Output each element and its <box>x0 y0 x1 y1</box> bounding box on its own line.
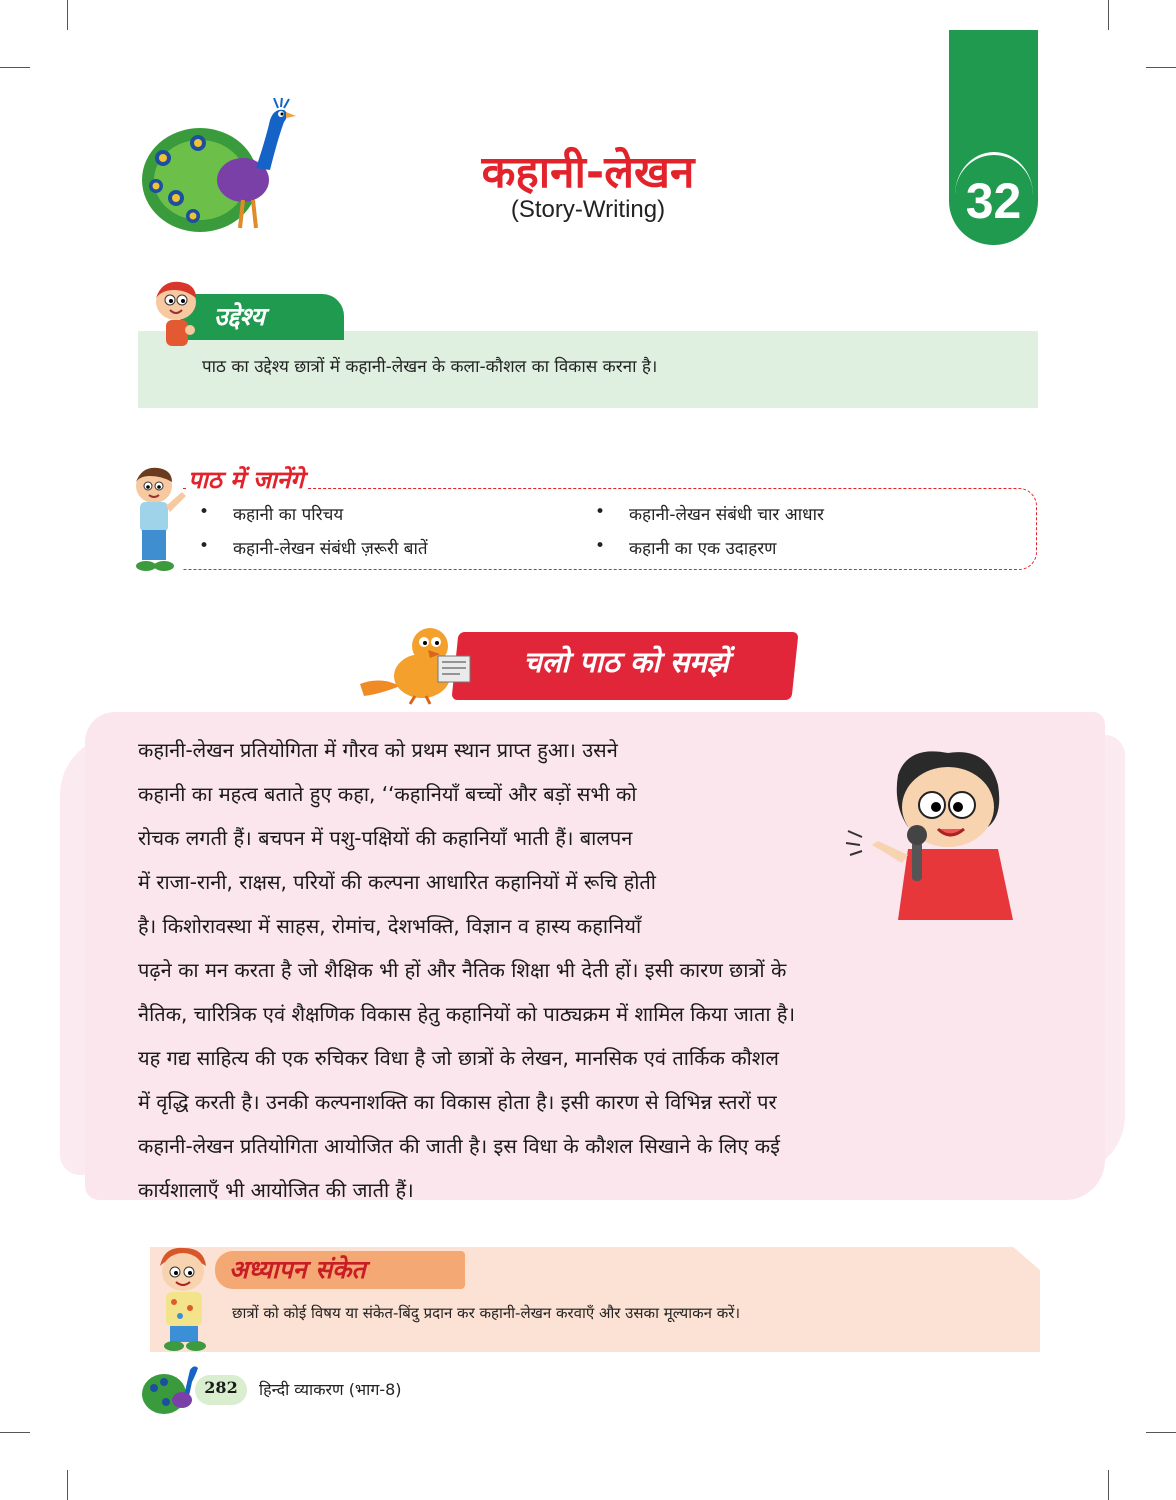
crop-mark <box>1108 0 1109 30</box>
crop-mark <box>1108 1470 1109 1500</box>
teaching-note-label: अध्यापन संकेत <box>215 1251 465 1289</box>
chapter-number: 32 <box>965 173 1022 229</box>
story-line: कहानी का महत्व बताते हुए कहा, ‘‘कहानियाँ बच्चों और बड़ों सभी को <box>138 782 637 806</box>
story-line: में राजा-रानी, राक्षस, परियों की कल्पना आधारित कहानियों में रूचि होती <box>138 870 656 894</box>
objective-text: पाठ का उद्देश्य छात्रों में कहानी-लेखन के कला-कौशल का विकास करना है। <box>202 357 658 377</box>
crop-mark <box>67 1470 68 1500</box>
story-line: कहानी-लेखन प्रतियोगिता आयोजित की जाती है। इस विधा के कौशल सिखाने के लिए कई <box>138 1134 780 1158</box>
peacock-small-icon <box>140 1362 200 1417</box>
teaching-note-text: छात्रों को कोई विषय या संकेत-बिंदु प्रदान कर कहानी-लेखन करवाएँ और उसका मूल्याकन करें। <box>232 1304 741 1322</box>
learn-item: • कहानी-लेखन संबंधी ज़रूरी बातें <box>233 536 428 559</box>
section-banner-label: चलो पाठ को समझें <box>523 645 729 679</box>
learn-label: पाठ में जानेंगे <box>188 463 308 496</box>
crop-mark <box>0 1432 30 1433</box>
page-number: 282 <box>204 1378 238 1397</box>
learn-item: • कहानी का एक उदाहरण <box>629 536 776 559</box>
book-title: हिन्दी व्याकरण (भाग-8) <box>259 1380 402 1399</box>
crop-mark <box>1146 1432 1176 1433</box>
boy-teaching-icon <box>150 1242 220 1354</box>
boy-with-microphone-icon <box>838 745 1038 920</box>
story-line: कहानी-लेखन प्रतियोगिता में गौरव को प्रथम स्थान प्राप्त हुआ। उसने <box>138 738 618 762</box>
boy-cartoon-icon <box>152 278 204 350</box>
learn-item: • कहानी का परिचय <box>233 502 343 525</box>
story-line: में वृद्धि करती है। उनकी कल्पनाशक्ति का विकास होता है। इसी कारण से विभिन्न स्तरों पर <box>138 1090 777 1114</box>
story-line: नैतिक, चारित्रिक एवं शैक्षणिक विकास हेतु कहानियों को पाठ्यक्रम में शामिल किया जाता है। <box>138 1002 796 1026</box>
story-line: रोचक लगती हैं। बचपन में पशु-पक्षियों की कहानियाँ भाती हैं। बालपन <box>138 826 633 850</box>
boy-pointing-icon <box>130 462 192 574</box>
story-line: है। किशोरावस्था में साहस, रोमांच, देशभक्ति, विज्ञान व हास्य कहानियाँ <box>138 914 642 938</box>
learn-item: • कहानी-लेखन संबंधी चार आधार <box>629 502 824 525</box>
story-line: यह गद्य साहित्य की एक रुचिकर विधा है जो छात्रों के लेखन, मानसिक एवं तार्किक कौशल <box>138 1046 779 1070</box>
crop-mark <box>67 0 68 30</box>
chapter-subtitle: (Story-Writing) <box>510 196 666 223</box>
objective-label: उद्देश्य <box>180 294 344 340</box>
bird-reading-icon <box>360 624 480 706</box>
crop-mark <box>1146 67 1176 68</box>
crop-mark <box>0 67 30 68</box>
peacock-icon <box>138 98 298 243</box>
chapter-title: कहानी-लेखन <box>481 147 695 198</box>
story-line: पढ़ने का मन करता है जो शैक्षिक भी हों और नैतिक शिक्षा भी देती हों। इसी कारण छात्रों के <box>138 958 787 982</box>
story-line: कार्यशालाएँ भी आयोजित की जाती हैं। <box>138 1178 414 1202</box>
